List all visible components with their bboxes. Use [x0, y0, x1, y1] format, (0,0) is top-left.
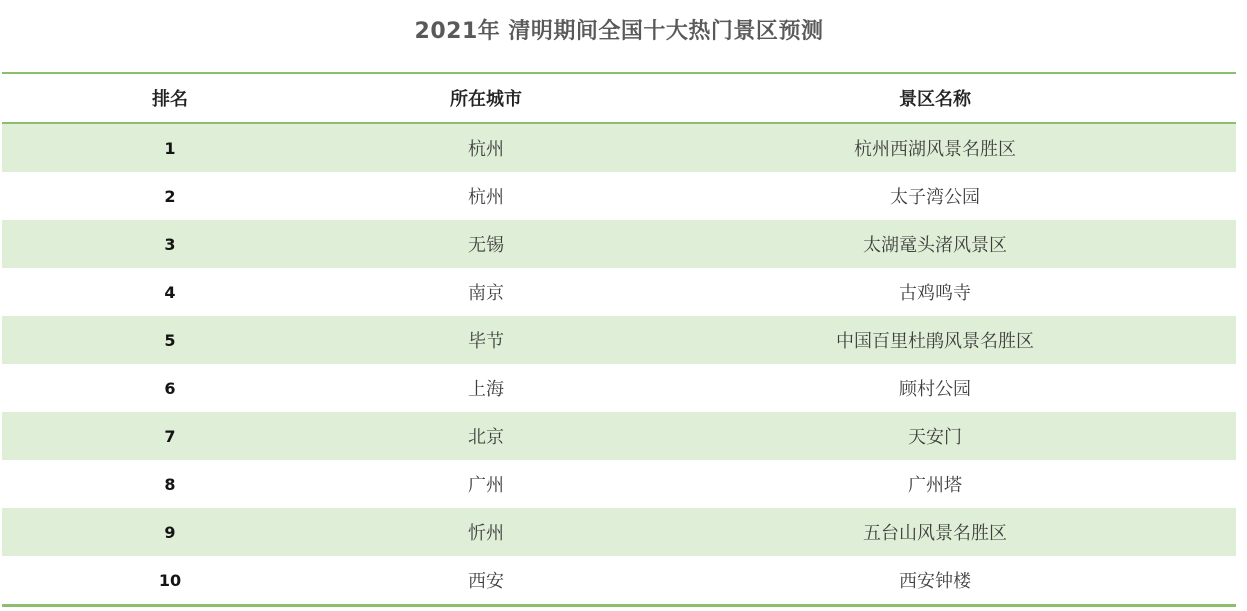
scenic-cell: 太子湾公园: [634, 172, 1236, 220]
table-row: [2, 460, 1236, 508]
table-row: [2, 364, 1236, 412]
column-header-scenic: 景区名称: [634, 73, 1236, 123]
city-cell: 广州: [338, 460, 634, 508]
rank-cell: 7: [2, 412, 338, 460]
rank-cell: 5: [2, 316, 338, 364]
rank-cell: 3: [2, 220, 338, 268]
table-row: [2, 556, 1236, 606]
rank-cell: 10: [2, 556, 338, 606]
city-cell: 忻州: [338, 508, 634, 556]
scenic-cell: 杭州西湖风景名胜区: [634, 123, 1236, 172]
scenic-cell: 五台山风景名胜区: [634, 508, 1236, 556]
table-row: [2, 412, 1236, 460]
table-row: [2, 220, 1236, 268]
city-cell: 西安: [338, 556, 634, 606]
rank-cell: 1: [2, 123, 338, 172]
city-cell: 毕节: [338, 316, 634, 364]
page-title: 2021年 清明期间全国十大热门景区预测: [414, 19, 824, 44]
city-cell: 上海: [338, 364, 634, 412]
scenic-cell: 中国百里杜鹃风景名胜区: [634, 316, 1236, 364]
rank-cell: 2: [2, 172, 338, 220]
scenic-cell: 西安钟楼: [634, 556, 1236, 606]
page-container: [2, 14, 1236, 607]
rank-cell: 4: [2, 268, 338, 316]
rank-cell: 9: [2, 508, 338, 556]
table-row: [2, 123, 1236, 172]
scenic-cell: 太湖鼋头渚风景区: [634, 220, 1236, 268]
scenic-cell: 古鸡鸣寺: [634, 268, 1236, 316]
scenic-cell: 顾村公园: [634, 364, 1236, 412]
column-header-city: 所在城市: [338, 73, 634, 123]
city-cell: 北京: [338, 412, 634, 460]
city-cell: 南京: [338, 268, 634, 316]
header-row: [2, 73, 1236, 123]
rank-cell: 8: [2, 460, 338, 508]
table-row: [2, 508, 1236, 556]
table-row: [2, 268, 1236, 316]
table-row: [2, 316, 1236, 364]
scenic-cell: 广州塔: [634, 460, 1236, 508]
city-cell: 杭州: [338, 123, 634, 172]
rank-cell: 6: [2, 364, 338, 412]
table-row: [2, 172, 1236, 220]
city-cell: 杭州: [338, 172, 634, 220]
scenic-cell: 天安门: [634, 412, 1236, 460]
scenic-spots-table: [2, 72, 1236, 607]
column-header-rank: 排名: [2, 73, 338, 123]
city-cell: 无锡: [338, 220, 634, 268]
